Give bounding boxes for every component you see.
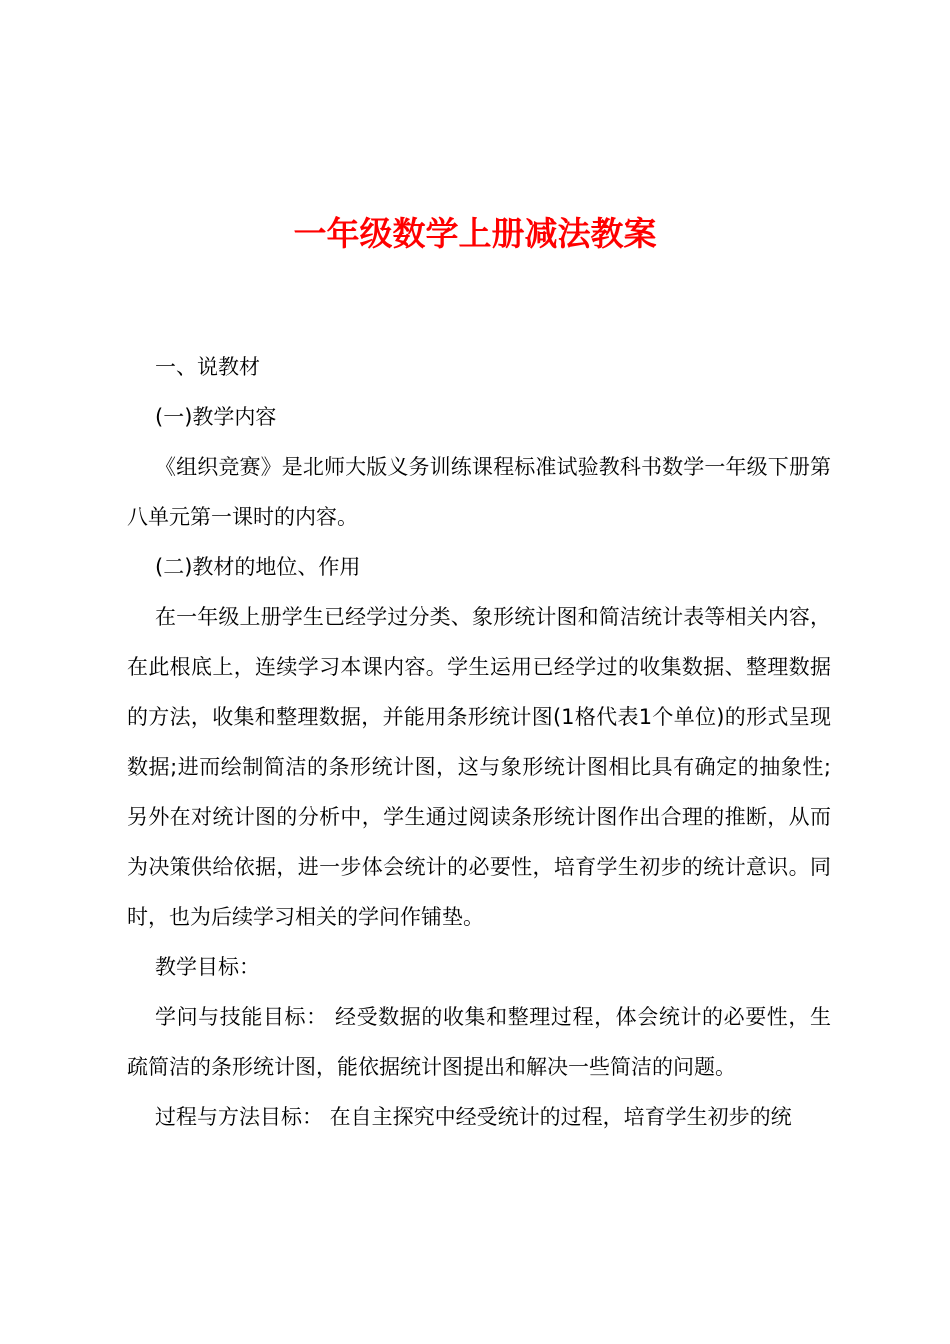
paragraph-knowledge-goal: 学问与技能目标： 经受数据的收集和整理过程，体会统计的必要性，生疏简洁的条形统计图，能依据统计图提出和解决一些简洁的问题。 bbox=[127, 1005, 831, 1079]
heading-material-role: (二)教材的地位、作用 bbox=[155, 555, 361, 579]
paragraph-material-role: 在一年级上册学生已经学过分类、象形统计图和简洁统计表等相关内容，在此根底上，连续学习本课内容。学生运用已经学过的收集数据、整理数据的方法，收集和整理数据，并能用条形统计图(1格代表1个单位)的形式呈现数据;进而绘制简洁的条形统计图，这与象形统计图相比具有确定的抽象性;另外在对统计图的分析中，学生通过阅读条形统计图作出合理的推断，从而为决策供给依据，进一步体会统计的必要性，培育学生初步的统计意识。同时，也为后续学习相关的学问作铺垫。 bbox=[127, 605, 831, 929]
heading-teaching-goals: 教学目标： bbox=[155, 955, 260, 979]
document-body bbox=[127, 342, 831, 1142]
heading-teaching-content: (一)教学内容 bbox=[155, 405, 277, 429]
document-title: 一年级数学上册减法教案 bbox=[293, 214, 657, 253]
paragraph-process-goal: 过程与方法目标： 在自主探究中经受统计的过程，培育学生初步的统 bbox=[155, 1105, 792, 1129]
heading-section-one: 一、说教材 bbox=[155, 355, 260, 379]
paragraph-content-description: 《组织竞赛》是北师大版义务训练课程标准试验教科书数学一年级下册第八单元第一课时的内容。 bbox=[127, 455, 831, 529]
